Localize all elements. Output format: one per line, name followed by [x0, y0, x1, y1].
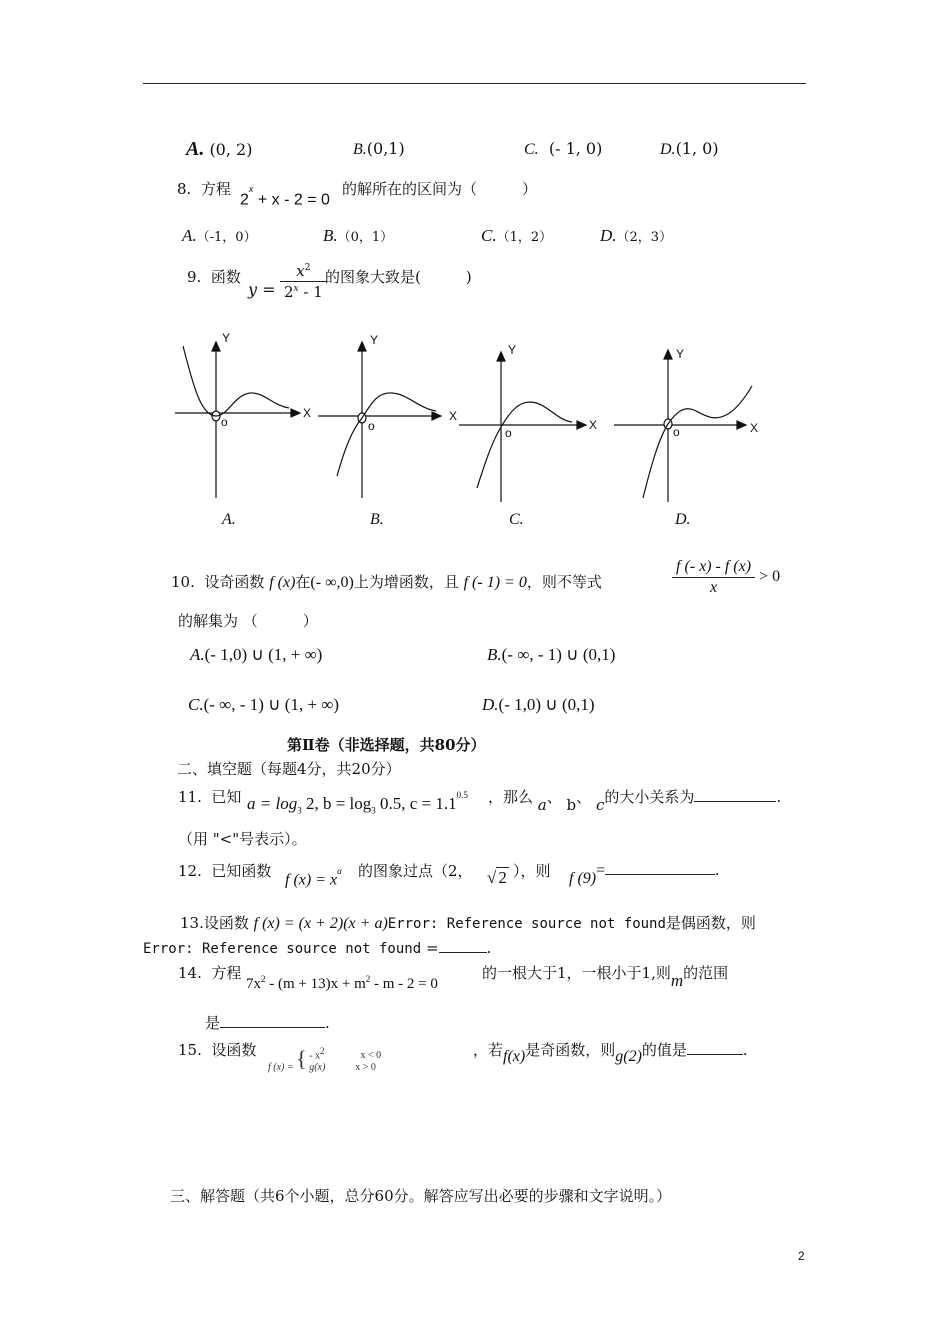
q9-tail: 的图象大致是( ): [325, 268, 472, 286]
q8-option-a: A.（-1，0）: [182, 226, 257, 245]
part2-section: 二、填空题（每题4分，共20分）: [177, 760, 401, 778]
q14-equation: $7x^2 - (m + 13)x + m^2 - m - 2 = 0$: [246, 974, 438, 992]
q8-equation: $2^x + x - 2 = 0$: [240, 184, 330, 209]
graph-d-caption: D.: [675, 511, 691, 528]
graph-c-origin: o: [505, 426, 512, 440]
graph-b: [318, 342, 441, 498]
graph-a: [175, 342, 300, 498]
graph-c: [459, 352, 586, 502]
graph-b-origin: o: [368, 419, 375, 433]
q12-sqrt: √ 2: [487, 868, 507, 887]
graph-b-x-label: X: [449, 409, 458, 423]
q9-fraction: $\frac{x^2}{2^x - 1}$: [280, 262, 327, 301]
graph-c-caption: C.: [509, 511, 524, 528]
q9-graphs: [0, 320, 950, 540]
q14-answer-blank[interactable]: [220, 1027, 325, 1028]
part2-title: 第Ⅱ卷（非选择题，共80分）: [287, 736, 486, 754]
graph-a-caption: A.: [222, 511, 236, 528]
graph-c-x-label: X: [589, 418, 598, 432]
q9-y: y =: [248, 280, 276, 299]
q11-line2: （用 "<"号表示）。: [178, 830, 307, 848]
q8-option-c: C.（1，2）: [481, 226, 553, 245]
q7-option-b: B.(0,1): [353, 139, 405, 158]
graph-d-y-label: Y: [676, 347, 685, 361]
q15-answer-blank[interactable]: [687, 1054, 743, 1055]
graph-d-origin: o: [673, 425, 680, 439]
graph-a-x-label: X: [303, 406, 312, 420]
q7-option-c: C. (- 1, 0): [524, 139, 603, 158]
part3-section: 三、解答题（共6个小题，总分60分。解答应写出必要的步骤和文字说明。）: [170, 1187, 672, 1205]
q10-line2: 的解集为 （ ）: [178, 612, 318, 630]
q10-fraction: $\frac{f (- x) - f (x)}{x}$ > 0: [672, 558, 780, 597]
q13-stem: 13.设函数 f (x) = (x + 2)(x + a)Error: Reference source not found是偶函数，则: [180, 914, 756, 932]
q11-expression: $a = \log_3 2$, $b = \log_3 0.5$, $c = 1.1^{0.5}$: [247, 790, 468, 816]
graph-b-caption: B.: [370, 511, 384, 528]
q10-option-a: A.(- 1,0) ∪ (1, + ∞): [190, 645, 323, 664]
graph-d: [614, 350, 752, 502]
header-rule: [143, 83, 806, 84]
q8-option-d: D.（2，3）: [600, 226, 673, 245]
q15-tail: ，若f(x)是奇函数，则g(2)的值是 .: [473, 1041, 748, 1065]
q12-expression: f $(x) = x^\alpha$: [285, 866, 342, 889]
q13-answer-blank[interactable]: [439, 952, 487, 953]
q7-option-d: D.(1, 0): [660, 139, 719, 158]
q10-option-d: D.(- 1,0) ∪ (0,1): [482, 695, 595, 714]
q15-stem: 15. 设函数: [178, 1041, 257, 1059]
graph-a-y-label: Y: [222, 331, 231, 345]
q12-tail1: 的图象过点（2，: [358, 862, 473, 880]
page-number: 2: [798, 1249, 805, 1263]
q10-option-c: C.(- ∞, - 1) ∪ (1, + ∞): [188, 695, 340, 714]
q13-line2: Error: Reference source not found = .: [143, 939, 492, 957]
q8-stem: 8. 方程: [177, 180, 231, 198]
q8-option-b: B.（0，1）: [323, 226, 394, 245]
q12-f9: f (9)= .: [569, 862, 720, 887]
graph-d-x-label: X: [750, 421, 759, 435]
q11-tail: ，那么 a、 b、 c的大小关系为 .: [488, 788, 782, 814]
q11-stem: 11. 已知: [178, 788, 242, 806]
graph-b-y-label: Y: [370, 333, 379, 347]
q14-tail: 的一根大于1，一根小于1,则m的范围: [482, 964, 729, 990]
graph-c-y-label: Y: [508, 343, 517, 357]
q10-option-b: B.(- ∞, - 1) ∪ (0,1): [487, 645, 616, 664]
graph-a-origin: o: [221, 415, 228, 429]
q7-option-a: A. (0, 2): [186, 138, 253, 160]
q11-answer-blank[interactable]: [694, 801, 776, 802]
q12-answer-blank[interactable]: [605, 874, 715, 875]
q9-stem: 9. 函数: [187, 268, 241, 286]
q8-tail: 的解所在的区间为（ ）: [342, 180, 538, 198]
q12-stem: 12. 已知函数: [178, 862, 272, 880]
q14-line2: 是 .: [205, 1014, 330, 1032]
q10-stem: 10. 设奇函数 f (x)在(- ∞,0)上为增函数，且 f (- 1) = 0，则不等式: [171, 573, 602, 591]
q15-piecewise: f (x) = { - $x^2$ x < 0 g(x) x > 0: [268, 1046, 382, 1074]
q14-stem: 14. 方程: [178, 964, 242, 982]
q12-tail2: ），则: [513, 862, 551, 880]
